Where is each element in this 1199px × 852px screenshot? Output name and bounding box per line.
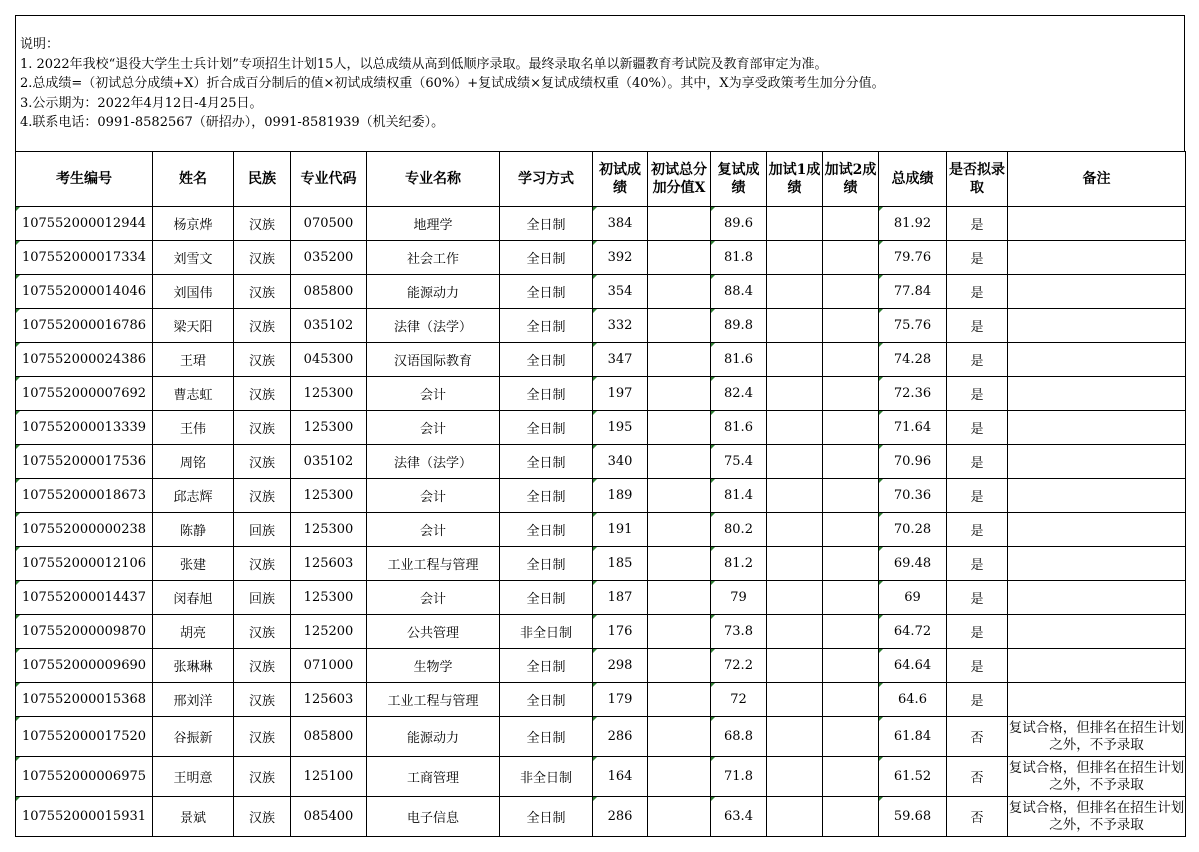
table-cell: 107552000015931 xyxy=(16,797,153,837)
table-row xyxy=(16,445,1186,479)
table-cell: 70.96 xyxy=(879,445,947,479)
table-cell xyxy=(823,207,879,241)
table-cell: 杨京烨 xyxy=(153,207,234,241)
table-cell: 邱志辉 xyxy=(153,479,234,513)
table-cell: 82.4 xyxy=(711,377,767,411)
table-cell: 景斌 xyxy=(153,797,234,837)
table-cell: 陈静 xyxy=(153,513,234,547)
table-cell xyxy=(648,717,711,757)
table-cell: 会计 xyxy=(367,377,500,411)
table-cell: 81.6 xyxy=(711,411,767,445)
table-cell xyxy=(648,547,711,581)
table-cell: 全日制 xyxy=(500,343,593,377)
table-cell: 332 xyxy=(593,309,648,343)
table-cell xyxy=(823,445,879,479)
table-cell: 035102 xyxy=(291,309,367,343)
table-cell: 70.28 xyxy=(879,513,947,547)
table-cell: 全日制 xyxy=(500,649,593,683)
table-cell: 张建 xyxy=(153,547,234,581)
column-header: 备注 xyxy=(1008,152,1186,207)
table-cell: 392 xyxy=(593,241,648,275)
table-cell xyxy=(1008,649,1186,683)
table-cell: 72.36 xyxy=(879,377,947,411)
table-cell: 是 xyxy=(947,479,1008,513)
notes-title: 说明： xyxy=(20,37,60,52)
table-cell: 64.72 xyxy=(879,615,947,649)
table-cell: 085400 xyxy=(291,797,367,837)
table-row xyxy=(16,309,1186,343)
table-cell xyxy=(767,615,823,649)
table-cell: 340 xyxy=(593,445,648,479)
table-cell xyxy=(1008,513,1186,547)
table-cell: 107552000015368 xyxy=(16,683,153,717)
table-cell: 法律（法学） xyxy=(367,309,500,343)
table-cell: 否 xyxy=(947,717,1008,757)
table-cell: 107552000014046 xyxy=(16,275,153,309)
table-cell: 汉族 xyxy=(234,241,291,275)
table-row xyxy=(16,615,1186,649)
column-header: 专业代码 xyxy=(291,152,367,207)
table-cell xyxy=(648,309,711,343)
table-cell: 全日制 xyxy=(500,241,593,275)
table-cell: 81.92 xyxy=(879,207,947,241)
column-header: 专业名称 xyxy=(367,152,500,207)
table-cell xyxy=(767,797,823,837)
table-cell: 会计 xyxy=(367,411,500,445)
table-cell: 71.64 xyxy=(879,411,947,445)
table-cell xyxy=(1008,309,1186,343)
table-cell: 汉族 xyxy=(234,343,291,377)
table-cell xyxy=(648,479,711,513)
table-cell: 会计 xyxy=(367,513,500,547)
table-row xyxy=(16,649,1186,683)
table-cell: 全日制 xyxy=(500,207,593,241)
table-cell xyxy=(823,377,879,411)
table-cell: 王珺 xyxy=(153,343,234,377)
table-cell: 汉语国际教育 xyxy=(367,343,500,377)
table-cell: 89.8 xyxy=(711,309,767,343)
table-cell xyxy=(648,377,711,411)
table-cell: 是 xyxy=(947,513,1008,547)
table-cell: 是 xyxy=(947,207,1008,241)
table-cell: 是 xyxy=(947,411,1008,445)
table-row xyxy=(16,377,1186,411)
table-cell: 176 xyxy=(593,615,648,649)
table-cell: 是 xyxy=(947,683,1008,717)
table-cell: 刘国伟 xyxy=(153,275,234,309)
table-cell: 工业工程与管理 xyxy=(367,547,500,581)
table-row xyxy=(16,581,1186,615)
table-cell: 125300 xyxy=(291,377,367,411)
table-cell: 公共管理 xyxy=(367,615,500,649)
table-cell: 是 xyxy=(947,615,1008,649)
table-cell: 电子信息 xyxy=(367,797,500,837)
table-cell: 81.4 xyxy=(711,479,767,513)
table-cell: 64.6 xyxy=(879,683,947,717)
table-cell xyxy=(823,683,879,717)
table-cell xyxy=(823,717,879,757)
table-cell: 是 xyxy=(947,343,1008,377)
table-cell xyxy=(767,547,823,581)
table-cell: 107552000009690 xyxy=(16,649,153,683)
table-cell: 107552000007692 xyxy=(16,377,153,411)
table-cell: 107552000009870 xyxy=(16,615,153,649)
table-cell xyxy=(648,275,711,309)
table-cell: 汉族 xyxy=(234,683,291,717)
table-cell: 107552000012944 xyxy=(16,207,153,241)
table-row xyxy=(16,343,1186,377)
table-cell xyxy=(648,757,711,797)
table-cell: 107552000012106 xyxy=(16,547,153,581)
table-cell: 全日制 xyxy=(500,479,593,513)
table-cell: 周铭 xyxy=(153,445,234,479)
table-cell: 闵春旭 xyxy=(153,581,234,615)
table-cell: 286 xyxy=(593,797,648,837)
note-line: 3.公示期为：2022年4月12日-4月25日。 xyxy=(20,95,263,111)
note-line: 1. 2022年我校“退役大学生士兵计划”专项招生计划15人，以总成绩从高到低顺序录取。最终录取名单以新疆教育考试院及教育部审定为准。 xyxy=(20,56,828,72)
table-cell: 64.64 xyxy=(879,649,947,683)
table-cell: 69.48 xyxy=(879,547,947,581)
table-cell: 汉族 xyxy=(234,479,291,513)
table-cell: 107552000017520 xyxy=(16,717,153,757)
table-cell: 75.76 xyxy=(879,309,947,343)
table-cell xyxy=(648,683,711,717)
table-row xyxy=(16,479,1186,513)
table-cell: 75.4 xyxy=(711,445,767,479)
table-cell xyxy=(823,241,879,275)
table-cell: 298 xyxy=(593,649,648,683)
table-cell: 125603 xyxy=(291,547,367,581)
table-cell: 107552000014437 xyxy=(16,581,153,615)
table-cell xyxy=(648,241,711,275)
table-cell: 刘雪文 xyxy=(153,241,234,275)
note-line: 2.总成绩=（初试总分成绩+X）折合成百分制后的值×初试成绩权重（60%）+复试成绩×复试成绩权重（40%）。其中，X为享受政策考生加分分值。 xyxy=(20,76,885,91)
table-cell: 否 xyxy=(947,797,1008,837)
admission-sheet xyxy=(15,15,1185,837)
table-cell: 107552000016786 xyxy=(16,309,153,343)
table-cell: 81.2 xyxy=(711,547,767,581)
table-cell xyxy=(767,717,823,757)
table-cell: 125603 xyxy=(291,683,367,717)
table-cell: 73.8 xyxy=(711,615,767,649)
table-cell: 61.84 xyxy=(879,717,947,757)
table-cell: 347 xyxy=(593,343,648,377)
table-cell: 汉族 xyxy=(234,649,291,683)
table-cell: 035102 xyxy=(291,445,367,479)
table-cell: 107552000006975 xyxy=(16,757,153,797)
table-cell: 能源动力 xyxy=(367,717,500,757)
table-cell: 187 xyxy=(593,581,648,615)
table-cell: 354 xyxy=(593,275,648,309)
column-header: 是否拟录取 xyxy=(947,152,1008,207)
table-cell xyxy=(823,479,879,513)
table-cell: 77.84 xyxy=(879,275,947,309)
table-cell xyxy=(648,207,711,241)
table-cell xyxy=(767,649,823,683)
table-cell: 全日制 xyxy=(500,275,593,309)
table-cell: 71.8 xyxy=(711,757,767,797)
table-cell: 085800 xyxy=(291,717,367,757)
column-header: 复试成绩 xyxy=(711,152,767,207)
table-cell xyxy=(648,797,711,837)
admission-table xyxy=(15,151,1186,837)
table-cell: 125300 xyxy=(291,411,367,445)
table-row xyxy=(16,411,1186,445)
notes-block xyxy=(15,15,1185,151)
table-cell xyxy=(823,547,879,581)
table-body xyxy=(16,207,1186,837)
table-cell: 125100 xyxy=(291,757,367,797)
table-cell: 复试合格，但排名在招生计划之外，不予录取 xyxy=(1008,797,1186,837)
table-cell xyxy=(767,275,823,309)
table-cell xyxy=(767,479,823,513)
table-cell: 80.2 xyxy=(711,513,767,547)
table-cell: 是 xyxy=(947,275,1008,309)
table-cell: 61.52 xyxy=(879,757,947,797)
table-cell: 384 xyxy=(593,207,648,241)
table-cell xyxy=(767,445,823,479)
table-cell: 79.76 xyxy=(879,241,947,275)
table-cell xyxy=(823,309,879,343)
table-cell: 70.36 xyxy=(879,479,947,513)
column-header: 考生编号 xyxy=(16,152,153,207)
table-cell: 107552000000238 xyxy=(16,513,153,547)
table-cell: 法律（法学） xyxy=(367,445,500,479)
table-cell: 非全日制 xyxy=(500,757,593,797)
table-cell xyxy=(823,411,879,445)
table-cell xyxy=(648,513,711,547)
table-cell: 全日制 xyxy=(500,547,593,581)
table-cell xyxy=(1008,377,1186,411)
table-cell: 是 xyxy=(947,377,1008,411)
table-cell xyxy=(767,757,823,797)
table-cell: 汉族 xyxy=(234,445,291,479)
table-cell: 79 xyxy=(711,581,767,615)
table-cell: 回族 xyxy=(234,513,291,547)
column-header: 姓名 xyxy=(153,152,234,207)
table-row xyxy=(16,717,1186,757)
table-cell: 是 xyxy=(947,547,1008,581)
table-cell: 会计 xyxy=(367,479,500,513)
table-cell xyxy=(767,343,823,377)
table-cell: 汉族 xyxy=(234,207,291,241)
table-cell xyxy=(648,343,711,377)
table-cell: 是 xyxy=(947,445,1008,479)
table-cell: 汉族 xyxy=(234,309,291,343)
table-cell xyxy=(1008,479,1186,513)
table-cell: 191 xyxy=(593,513,648,547)
table-cell: 035200 xyxy=(291,241,367,275)
table-cell: 复试合格，但排名在招生计划之外，不予录取 xyxy=(1008,757,1186,797)
header-row xyxy=(16,152,1186,207)
table-cell: 是 xyxy=(947,649,1008,683)
table-row xyxy=(16,241,1186,275)
table-cell: 189 xyxy=(593,479,648,513)
table-cell: 是 xyxy=(947,581,1008,615)
table-cell: 工商管理 xyxy=(367,757,500,797)
table-cell: 工业工程与管理 xyxy=(367,683,500,717)
table-cell: 梁天阳 xyxy=(153,309,234,343)
table-cell xyxy=(767,377,823,411)
table-cell: 89.6 xyxy=(711,207,767,241)
column-header: 学习方式 xyxy=(500,152,593,207)
table-cell: 全日制 xyxy=(500,411,593,445)
table-cell xyxy=(767,683,823,717)
table-cell xyxy=(648,581,711,615)
table-cell: 全日制 xyxy=(500,309,593,343)
table-cell: 张琳琳 xyxy=(153,649,234,683)
table-cell: 汉族 xyxy=(234,377,291,411)
table-cell xyxy=(1008,615,1186,649)
table-cell xyxy=(648,649,711,683)
table-cell: 286 xyxy=(593,717,648,757)
table-cell xyxy=(1008,241,1186,275)
table-cell xyxy=(823,649,879,683)
table-cell xyxy=(1008,581,1186,615)
table-cell: 汉族 xyxy=(234,547,291,581)
table-cell xyxy=(823,797,879,837)
table-cell: 邢刘洋 xyxy=(153,683,234,717)
table-cell xyxy=(823,513,879,547)
column-header: 总成绩 xyxy=(879,152,947,207)
table-cell xyxy=(1008,411,1186,445)
table-cell: 王伟 xyxy=(153,411,234,445)
table-cell: 179 xyxy=(593,683,648,717)
table-cell: 107552000017334 xyxy=(16,241,153,275)
column-header: 初试总分加分值X xyxy=(648,152,711,207)
table-cell: 全日制 xyxy=(500,377,593,411)
table-cell: 72 xyxy=(711,683,767,717)
table-cell xyxy=(1008,275,1186,309)
table-cell: 63.4 xyxy=(711,797,767,837)
table-cell xyxy=(767,581,823,615)
table-cell xyxy=(823,581,879,615)
table-cell: 能源动力 xyxy=(367,275,500,309)
table-cell: 125300 xyxy=(291,513,367,547)
table-cell xyxy=(1008,445,1186,479)
table-cell: 社会工作 xyxy=(367,241,500,275)
column-header: 初试成绩 xyxy=(593,152,648,207)
table-row xyxy=(16,547,1186,581)
table-cell: 生物学 xyxy=(367,649,500,683)
table-cell xyxy=(648,445,711,479)
table-cell xyxy=(648,411,711,445)
table-cell: 回族 xyxy=(234,581,291,615)
table-cell: 071000 xyxy=(291,649,367,683)
table-cell: 69 xyxy=(879,581,947,615)
table-cell: 68.8 xyxy=(711,717,767,757)
table-row xyxy=(16,207,1186,241)
table-cell: 107552000024386 xyxy=(16,343,153,377)
table-cell: 070500 xyxy=(291,207,367,241)
table-cell: 是 xyxy=(947,309,1008,343)
table-cell: 非全日制 xyxy=(500,615,593,649)
table-cell xyxy=(1008,547,1186,581)
table-cell: 是 xyxy=(947,241,1008,275)
table-cell: 81.6 xyxy=(711,343,767,377)
table-cell xyxy=(823,343,879,377)
table-cell: 全日制 xyxy=(500,445,593,479)
table-cell: 81.8 xyxy=(711,241,767,275)
table-row xyxy=(16,513,1186,547)
column-header: 加试1成绩 xyxy=(767,152,823,207)
table-cell xyxy=(648,615,711,649)
column-header: 民族 xyxy=(234,152,291,207)
table-cell: 125300 xyxy=(291,581,367,615)
table-cell: 72.2 xyxy=(711,649,767,683)
table-cell: 地理学 xyxy=(367,207,500,241)
table-cell: 164 xyxy=(593,757,648,797)
table-cell xyxy=(767,207,823,241)
table-cell: 汉族 xyxy=(234,411,291,445)
table-cell: 195 xyxy=(593,411,648,445)
table-cell: 107552000018673 xyxy=(16,479,153,513)
table-cell: 107552000017536 xyxy=(16,445,153,479)
table-row xyxy=(16,797,1186,837)
table-cell: 会计 xyxy=(367,581,500,615)
table-cell: 全日制 xyxy=(500,797,593,837)
table-row xyxy=(16,683,1186,717)
table-cell xyxy=(1008,343,1186,377)
table-cell: 汉族 xyxy=(234,797,291,837)
table-cell: 125200 xyxy=(291,615,367,649)
table-cell: 汉族 xyxy=(234,615,291,649)
table-cell: 107552000013339 xyxy=(16,411,153,445)
table-cell xyxy=(1008,683,1186,717)
table-cell xyxy=(823,275,879,309)
table-cell: 汉族 xyxy=(234,717,291,757)
table-cell: 88.4 xyxy=(711,275,767,309)
table-cell: 汉族 xyxy=(234,275,291,309)
table-cell: 谷振新 xyxy=(153,717,234,757)
table-cell xyxy=(767,309,823,343)
table-cell xyxy=(823,757,879,797)
table-cell: 全日制 xyxy=(500,717,593,757)
table-cell xyxy=(767,411,823,445)
table-cell: 汉族 xyxy=(234,757,291,797)
table-cell: 045300 xyxy=(291,343,367,377)
table-cell: 085800 xyxy=(291,275,367,309)
table-cell: 59.68 xyxy=(879,797,947,837)
table-cell xyxy=(1008,207,1186,241)
column-header: 加试2成绩 xyxy=(823,152,879,207)
table-cell: 曹志虹 xyxy=(153,377,234,411)
table-cell: 197 xyxy=(593,377,648,411)
table-cell: 王明意 xyxy=(153,757,234,797)
table-cell: 74.28 xyxy=(879,343,947,377)
table-cell: 全日制 xyxy=(500,683,593,717)
note-line: 4.联系电话：0991-8582567（研招办），0991-8581939（机关纪委）。 xyxy=(20,115,445,130)
table-cell: 125300 xyxy=(291,479,367,513)
table-cell xyxy=(767,513,823,547)
table-cell xyxy=(823,615,879,649)
table-cell: 胡亮 xyxy=(153,615,234,649)
table-cell: 全日制 xyxy=(500,581,593,615)
table-row xyxy=(16,275,1186,309)
table-cell xyxy=(767,241,823,275)
table-cell: 否 xyxy=(947,757,1008,797)
table-cell: 全日制 xyxy=(500,513,593,547)
table-cell: 复试合格，但排名在招生计划之外，不予录取 xyxy=(1008,717,1186,757)
table-cell: 185 xyxy=(593,547,648,581)
table-row xyxy=(16,757,1186,797)
